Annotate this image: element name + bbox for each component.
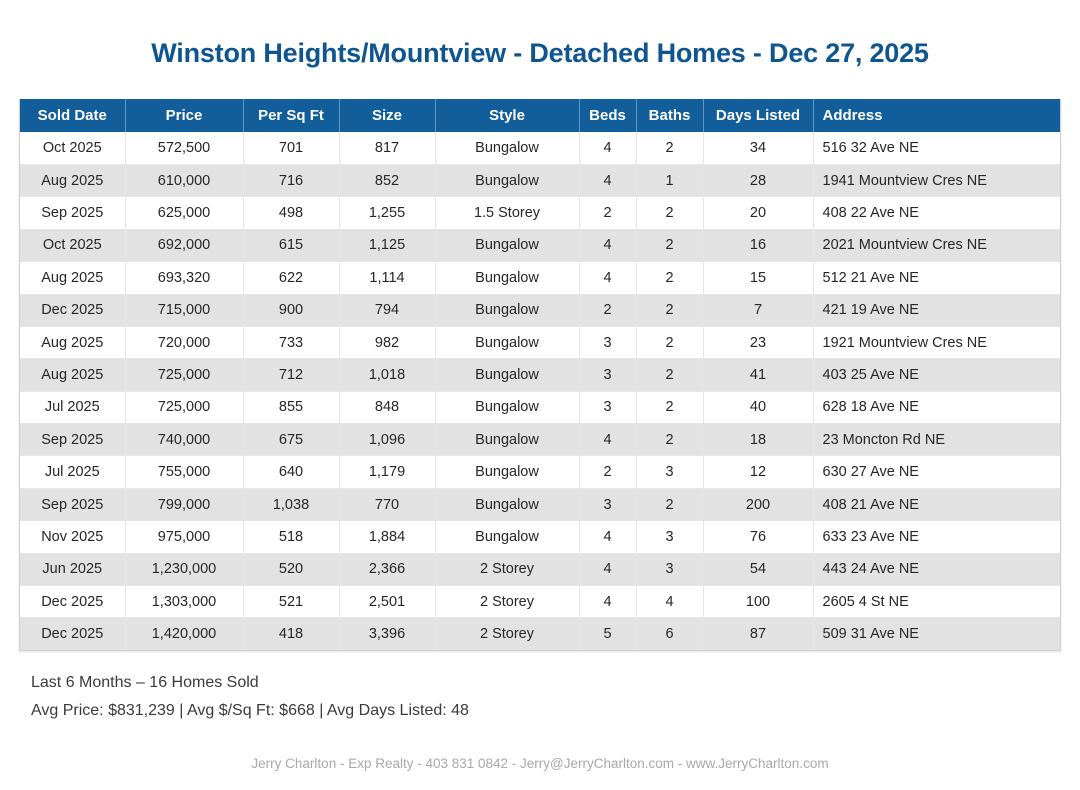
table-row[interactable]	[20, 488, 1060, 520]
cell-price: 799,000	[125, 488, 243, 520]
cell-price: 740,000	[125, 424, 243, 456]
cell-baths: 3	[636, 553, 703, 585]
cell-size: 982	[339, 326, 435, 358]
cell-style: Bungalow	[435, 326, 579, 358]
cell-style: Bungalow	[435, 456, 579, 488]
cell-size: 2,366	[339, 553, 435, 585]
cell-baths: 2	[636, 488, 703, 520]
cell-days-listed: 15	[703, 262, 813, 294]
column-header-style[interactable]: Style	[435, 99, 579, 132]
cell-days-listed: 40	[703, 391, 813, 423]
cell-address: 630 27 Ave NE	[813, 456, 1060, 488]
cell-baths: 2	[636, 229, 703, 261]
column-header-baths[interactable]: Baths	[636, 99, 703, 132]
cell-beds: 4	[579, 262, 636, 294]
table-header-row	[20, 99, 1060, 132]
cell-per-sq-ft: 418	[243, 618, 339, 650]
cell-size: 794	[339, 294, 435, 326]
column-header-days-listed[interactable]: Days Listed	[703, 99, 813, 132]
cell-sold-date: Aug 2025	[20, 164, 125, 196]
table-row[interactable]	[20, 197, 1060, 229]
cell-price: 1,230,000	[125, 553, 243, 585]
cell-days-listed: 18	[703, 424, 813, 456]
cell-days-listed: 34	[703, 132, 813, 164]
cell-baths: 2	[636, 391, 703, 423]
cell-size: 852	[339, 164, 435, 196]
cell-price: 625,000	[125, 197, 243, 229]
table-row[interactable]	[20, 164, 1060, 196]
cell-days-listed: 200	[703, 488, 813, 520]
cell-address: 628 18 Ave NE	[813, 391, 1060, 423]
cell-size: 2,501	[339, 586, 435, 618]
cell-baths: 2	[636, 359, 703, 391]
cell-beds: 3	[579, 326, 636, 358]
cell-days-listed: 12	[703, 456, 813, 488]
cell-price: 610,000	[125, 164, 243, 196]
cell-beds: 4	[579, 553, 636, 585]
cell-price: 755,000	[125, 456, 243, 488]
cell-sold-date: Oct 2025	[20, 229, 125, 261]
cell-per-sq-ft: 1,038	[243, 488, 339, 520]
cell-sold-date: Jun 2025	[20, 553, 125, 585]
cell-per-sq-ft: 716	[243, 164, 339, 196]
cell-baths: 2	[636, 262, 703, 294]
cell-style: 2 Storey	[435, 586, 579, 618]
table-row[interactable]	[20, 521, 1060, 553]
cell-per-sq-ft: 622	[243, 262, 339, 294]
table-row[interactable]	[20, 391, 1060, 423]
cell-baths: 4	[636, 586, 703, 618]
cell-per-sq-ft: 712	[243, 359, 339, 391]
cell-size: 848	[339, 391, 435, 423]
cell-style: 2 Storey	[435, 618, 579, 650]
cell-sold-date: Sep 2025	[20, 197, 125, 229]
cell-sold-date: Sep 2025	[20, 424, 125, 456]
summary-line-homes-sold: Last 6 Months – 16 Homes Sold	[31, 674, 259, 692]
cell-days-listed: 87	[703, 618, 813, 650]
cell-baths: 2	[636, 424, 703, 456]
cell-price: 725,000	[125, 359, 243, 391]
cell-address: 443 24 Ave NE	[813, 553, 1060, 585]
cell-address: 2021 Mountview Cres NE	[813, 229, 1060, 261]
cell-sold-date: Aug 2025	[20, 326, 125, 358]
cell-price: 693,320	[125, 262, 243, 294]
cell-size: 3,396	[339, 618, 435, 650]
sales-table	[20, 99, 1060, 650]
cell-price: 1,420,000	[125, 618, 243, 650]
cell-address: 408 21 Ave NE	[813, 488, 1060, 520]
cell-baths: 1	[636, 164, 703, 196]
cell-baths: 2	[636, 326, 703, 358]
cell-size: 1,125	[339, 229, 435, 261]
cell-beds: 3	[579, 391, 636, 423]
cell-address: 1941 Mountview Cres NE	[813, 164, 1060, 196]
cell-price: 572,500	[125, 132, 243, 164]
cell-beds: 2	[579, 197, 636, 229]
cell-style: Bungalow	[435, 294, 579, 326]
cell-sold-date: Sep 2025	[20, 488, 125, 520]
cell-days-listed: 7	[703, 294, 813, 326]
cell-style: Bungalow	[435, 391, 579, 423]
table-header	[20, 99, 1060, 132]
cell-price: 1,303,000	[125, 586, 243, 618]
cell-per-sq-ft: 498	[243, 197, 339, 229]
cell-size: 1,884	[339, 521, 435, 553]
cell-address: 633 23 Ave NE	[813, 521, 1060, 553]
cell-sold-date: Dec 2025	[20, 294, 125, 326]
cell-baths: 3	[636, 456, 703, 488]
cell-beds: 3	[579, 359, 636, 391]
cell-sold-date: Jul 2025	[20, 456, 125, 488]
cell-baths: 2	[636, 294, 703, 326]
cell-style: Bungalow	[435, 488, 579, 520]
cell-address: 516 32 Ave NE	[813, 132, 1060, 164]
cell-beds: 4	[579, 586, 636, 618]
cell-baths: 2	[636, 132, 703, 164]
cell-sold-date: Aug 2025	[20, 262, 125, 294]
summary-line-averages: Avg Price: $831,239 | Avg $/Sq Ft: $668 | Avg Days Listed: 48	[31, 702, 469, 720]
cell-per-sq-ft: 520	[243, 553, 339, 585]
cell-beds: 4	[579, 521, 636, 553]
cell-sold-date: Nov 2025	[20, 521, 125, 553]
cell-size: 1,179	[339, 456, 435, 488]
table-row[interactable]	[20, 424, 1060, 456]
cell-price: 715,000	[125, 294, 243, 326]
table-row[interactable]	[20, 294, 1060, 326]
cell-size: 1,114	[339, 262, 435, 294]
cell-beds: 5	[579, 618, 636, 650]
cell-days-listed: 54	[703, 553, 813, 585]
column-header-per-sq-ft[interactable]: Per Sq Ft	[243, 99, 339, 132]
cell-size: 817	[339, 132, 435, 164]
cell-address: 408 22 Ave NE	[813, 197, 1060, 229]
table-row[interactable]	[20, 229, 1060, 261]
cell-address: 2605 4 St NE	[813, 586, 1060, 618]
cell-price: 692,000	[125, 229, 243, 261]
table-row[interactable]	[20, 553, 1060, 585]
table-body	[20, 132, 1060, 650]
page-title: Winston Heights/Mountview - Detached Homes - Dec 27, 2025	[151, 38, 929, 69]
column-header-sold-date[interactable]: Sold Date	[20, 99, 125, 132]
cell-days-listed: 41	[703, 359, 813, 391]
cell-per-sq-ft: 675	[243, 424, 339, 456]
cell-beds: 2	[579, 456, 636, 488]
table-row[interactable]	[20, 326, 1060, 358]
cell-address: 23 Moncton Rd NE	[813, 424, 1060, 456]
cell-address: 403 25 Ave NE	[813, 359, 1060, 391]
cell-baths: 3	[636, 521, 703, 553]
cell-beds: 4	[579, 229, 636, 261]
footer-credit: Jerry Charlton - Exp Realty - 403 831 0842 - Jerry@JerryCharlton.com - www.JerryCharlton.com	[251, 756, 829, 772]
cell-size: 1,255	[339, 197, 435, 229]
cell-days-listed: 23	[703, 326, 813, 358]
cell-size: 1,096	[339, 424, 435, 456]
cell-style: Bungalow	[435, 359, 579, 391]
cell-days-listed: 16	[703, 229, 813, 261]
cell-style: 1.5 Storey	[435, 197, 579, 229]
cell-address: 509 31 Ave NE	[813, 618, 1060, 650]
cell-style: Bungalow	[435, 164, 579, 196]
column-header-address[interactable]: Address	[813, 99, 1060, 132]
cell-price: 975,000	[125, 521, 243, 553]
cell-sold-date: Dec 2025	[20, 618, 125, 650]
cell-address: 421 19 Ave NE	[813, 294, 1060, 326]
cell-sold-date: Oct 2025	[20, 132, 125, 164]
cell-days-listed: 20	[703, 197, 813, 229]
cell-sold-date: Dec 2025	[20, 586, 125, 618]
cell-per-sq-ft: 615	[243, 229, 339, 261]
table-row[interactable]	[20, 359, 1060, 391]
column-header-beds[interactable]: Beds	[579, 99, 636, 132]
cell-address: 512 21 Ave NE	[813, 262, 1060, 294]
cell-size: 770	[339, 488, 435, 520]
cell-style: Bungalow	[435, 521, 579, 553]
cell-address: 1921 Mountview Cres NE	[813, 326, 1060, 358]
cell-baths: 6	[636, 618, 703, 650]
cell-per-sq-ft: 640	[243, 456, 339, 488]
cell-sold-date: Jul 2025	[20, 391, 125, 423]
cell-per-sq-ft: 521	[243, 586, 339, 618]
cell-style: Bungalow	[435, 262, 579, 294]
cell-beds: 3	[579, 488, 636, 520]
cell-beds: 4	[579, 132, 636, 164]
report-page	[0, 18, 1080, 790]
cell-per-sq-ft: 518	[243, 521, 339, 553]
cell-beds: 4	[579, 424, 636, 456]
summary-block	[31, 669, 1080, 725]
cell-size: 1,018	[339, 359, 435, 391]
cell-days-listed: 100	[703, 586, 813, 618]
cell-sold-date: Aug 2025	[20, 359, 125, 391]
cell-beds: 2	[579, 294, 636, 326]
cell-baths: 2	[636, 197, 703, 229]
cell-per-sq-ft: 733	[243, 326, 339, 358]
table-row[interactable]	[20, 618, 1060, 650]
cell-days-listed: 76	[703, 521, 813, 553]
cell-price: 720,000	[125, 326, 243, 358]
cell-days-listed: 28	[703, 164, 813, 196]
cell-style: 2 Storey	[435, 553, 579, 585]
cell-per-sq-ft: 701	[243, 132, 339, 164]
cell-beds: 4	[579, 164, 636, 196]
table-row[interactable]	[20, 132, 1060, 164]
column-header-price[interactable]: Price	[125, 99, 243, 132]
table-row[interactable]	[20, 262, 1060, 294]
cell-style: Bungalow	[435, 132, 579, 164]
column-header-size[interactable]: Size	[339, 99, 435, 132]
table-row[interactable]	[20, 456, 1060, 488]
cell-per-sq-ft: 855	[243, 391, 339, 423]
cell-style: Bungalow	[435, 424, 579, 456]
cell-per-sq-ft: 900	[243, 294, 339, 326]
cell-style: Bungalow	[435, 229, 579, 261]
table-row[interactable]	[20, 586, 1060, 618]
sales-table-container	[19, 99, 1061, 651]
cell-price: 725,000	[125, 391, 243, 423]
